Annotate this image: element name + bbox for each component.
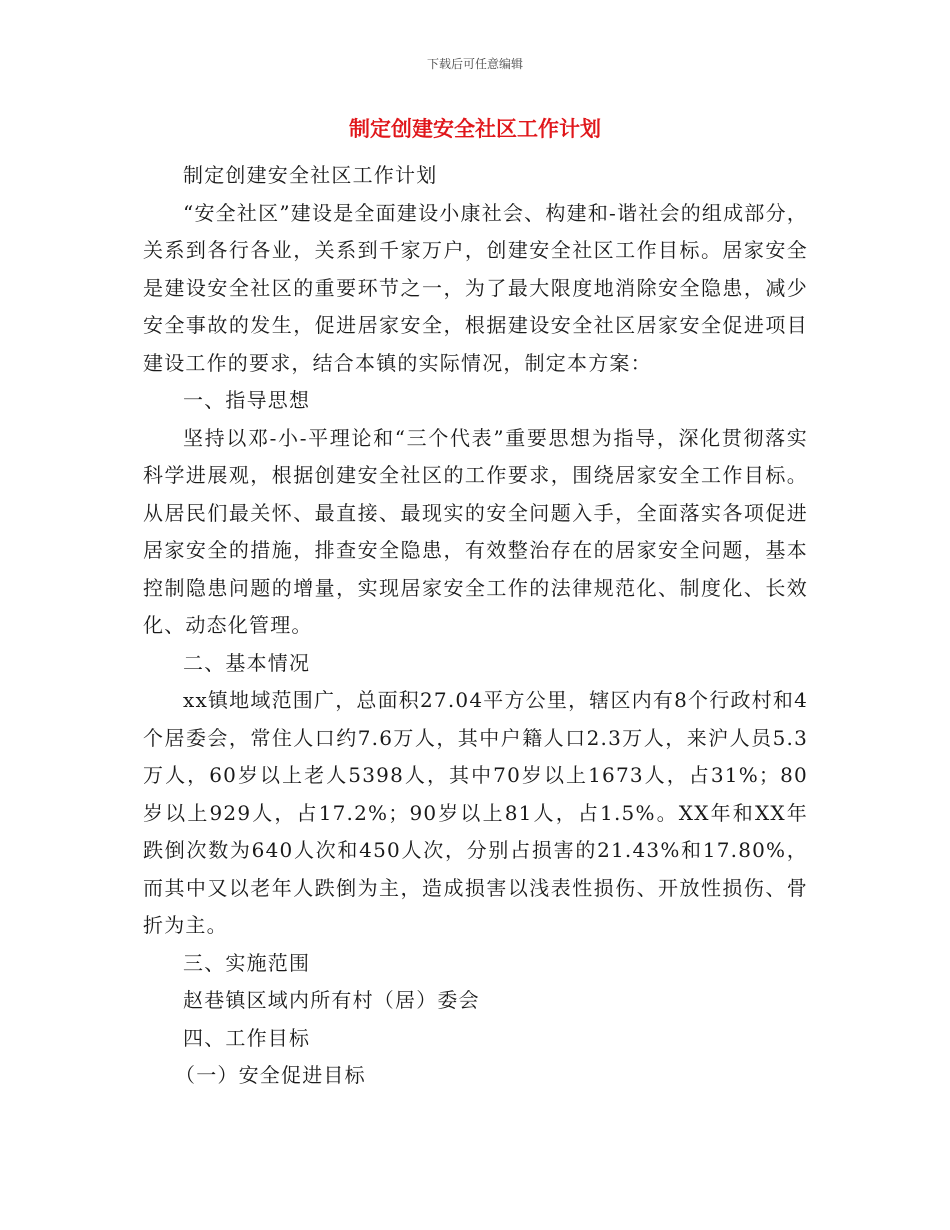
section-heading-guiding-thought: 一、指导思想	[183, 388, 311, 412]
paragraph-intro: “安全社区”建设是全面建设小康社会、构建和-谐社会的组成部分，关系到各行各业，关系到千家万户，创建安全社区工作目标。居家安全是建设安全社区的重要环节之一，为了最大限度地消除安全隐患，减少安全事故的发生，促进居家安全，根据建设安全社区居家安全促进项目建设工作的要求，结合本镇的实际情况，制定本方案：	[143, 200, 808, 375]
paragraph-guiding-thought: 坚持以邓-小-平理论和“三个代表”重要思想为指导，深化贯彻落实科学进展观，根据创建安全社区的工作要求，围绕居家安全工作目标。从居民们最关怀、最直接、最现实的安全问题入手，全面落实各项促进居家安全的措施，排查安全隐患，有效整治存在的居家安全问题，基本控制隐患问题的增量，实现居家安全工作的法律规范化、制度化、长效化、动态化管理。	[143, 425, 808, 637]
document-title: 制定创建安全社区工作计划	[349, 117, 601, 141]
paragraph-scope: 赵巷镇区域内所有村（居）委会	[183, 988, 480, 1012]
section-heading-scope: 三、实施范围	[183, 950, 311, 975]
document-body	[143, 157, 808, 1095]
subsection-heading-safety-goals: （一）安全促进目标	[175, 1063, 366, 1087]
paragraph-basic-situation: xx镇地域范围广，总面积27.04平方公里，辖区内有8个行政村和4个居委会，常住人口约7.6万人，其中户籍人口2.3万人，来沪人员5.3万人，60岁以上老人5398人，其中70岁以上1673人，占31%；80岁以上929人，占17.2%；90岁以上81人，占1.5%。XX年和XX年跌倒次数为640人次和450人次，分别占损害的21.43%和17.80%，而其中又以老年人跌倒为主，造成损害以浅表性损伤、开放性损伤、骨折为主。	[143, 688, 808, 937]
section-heading-goals: 四、工作目标	[183, 1025, 311, 1050]
paragraph-subtitle: 制定创建安全社区工作计划	[183, 163, 438, 187]
section-heading-basic-situation: 二、基本情况	[183, 650, 311, 675]
header-note: 下载后可任意编辑	[426, 57, 523, 71]
